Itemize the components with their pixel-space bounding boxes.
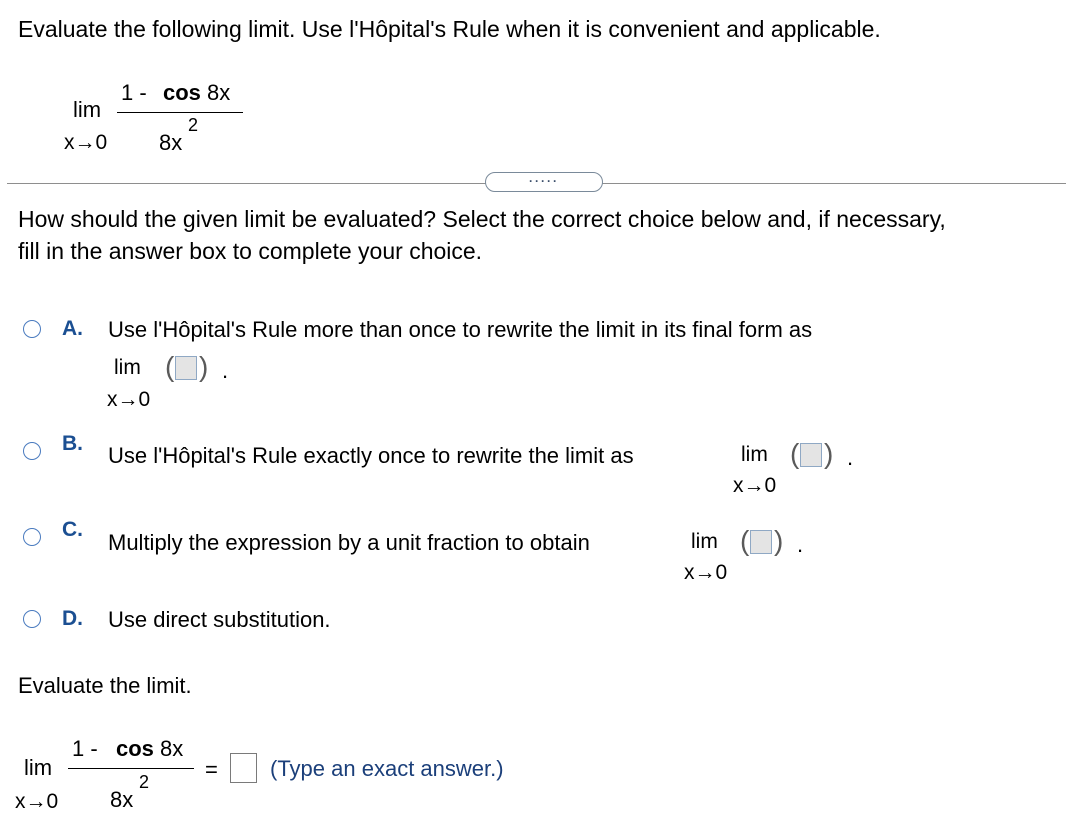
answer-hint: (Type an exact answer.) [270, 756, 504, 781]
radio-choice-d[interactable] [23, 610, 41, 628]
numerator-one-minus: 1 - [121, 80, 147, 105]
choice-c-answer-box[interactable] [750, 530, 772, 554]
instruction-text: Evaluate the following limit. Use l'Hôpital's Rule when it is convenient and applicable. [18, 16, 881, 42]
final-lim-approach: x→0 [15, 790, 59, 813]
expand-more-button[interactable]: ····· [485, 172, 603, 192]
final-numerator-arg: 8x [160, 736, 184, 761]
choice-c-period: . [797, 532, 804, 557]
choice-d-letter: D. [62, 607, 83, 630]
final-numerator-cos: cos [116, 736, 154, 761]
choice-c-text: Multiply the expression by a unit fraction to obtain [108, 530, 590, 555]
final-fraction-bar [68, 768, 194, 769]
choice-a-period: . [222, 358, 229, 383]
final-numerator-one-minus: 1 - [72, 736, 98, 761]
final-denominator-exponent: 2 [139, 772, 150, 792]
lim-word: lim [73, 97, 102, 122]
numerator-arg: 8x [207, 80, 231, 105]
radio-choice-c[interactable] [23, 528, 41, 546]
choice-a-lim: lim [114, 356, 141, 379]
choice-a-paren-close: ) [199, 351, 209, 382]
radio-choice-a[interactable] [23, 320, 41, 338]
evaluate-prompt: Evaluate the limit. [18, 673, 192, 698]
final-denominator: 8x [110, 787, 134, 812]
choice-b-approach: x→0 [733, 474, 777, 497]
radio-choice-b[interactable] [23, 442, 41, 460]
choice-d-text: Use direct substitution. [108, 607, 331, 632]
choice-a-answer-box[interactable] [175, 356, 197, 380]
denominator-exponent: 2 [188, 115, 199, 135]
choice-b-period: . [847, 445, 854, 470]
choice-c-lim: lim [691, 530, 718, 553]
choice-b-answer-box[interactable] [800, 443, 822, 467]
choice-c-paren-close: ) [774, 525, 784, 556]
question-line-1: How should the given limit be evaluated? Select the correct choice below and, if necessary, [18, 206, 946, 232]
choice-c-paren-open: ( [740, 525, 750, 556]
equals-sign: = [205, 757, 218, 782]
choice-a-letter: A. [62, 317, 83, 340]
denominator: 8x [159, 130, 183, 155]
question-line-2: fill in the answer box to complete your choice. [18, 238, 483, 264]
choice-a-paren-open: ( [165, 351, 175, 382]
choice-a-text: Use l'Hôpital's Rule more than once to rewrite the limit in its final form as [108, 317, 813, 342]
final-lim-word: lim [24, 755, 53, 780]
choice-b-paren-close: ) [824, 438, 834, 469]
choice-c-approach: x→0 [684, 561, 728, 584]
choice-b-lim: lim [741, 443, 768, 466]
choice-c-letter: C. [62, 518, 83, 541]
choice-b-letter: B. [62, 432, 83, 455]
numerator-cos: cos [163, 80, 201, 105]
final-answer-input[interactable] [230, 753, 257, 783]
choice-b-text: Use l'Hôpital's Rule exactly once to rewrite the limit as [108, 443, 634, 468]
choice-a-approach: x→0 [107, 388, 151, 411]
fraction-bar [117, 112, 243, 113]
choice-b-paren-open: ( [790, 438, 800, 469]
lim-approach: x→0 [64, 131, 108, 154]
